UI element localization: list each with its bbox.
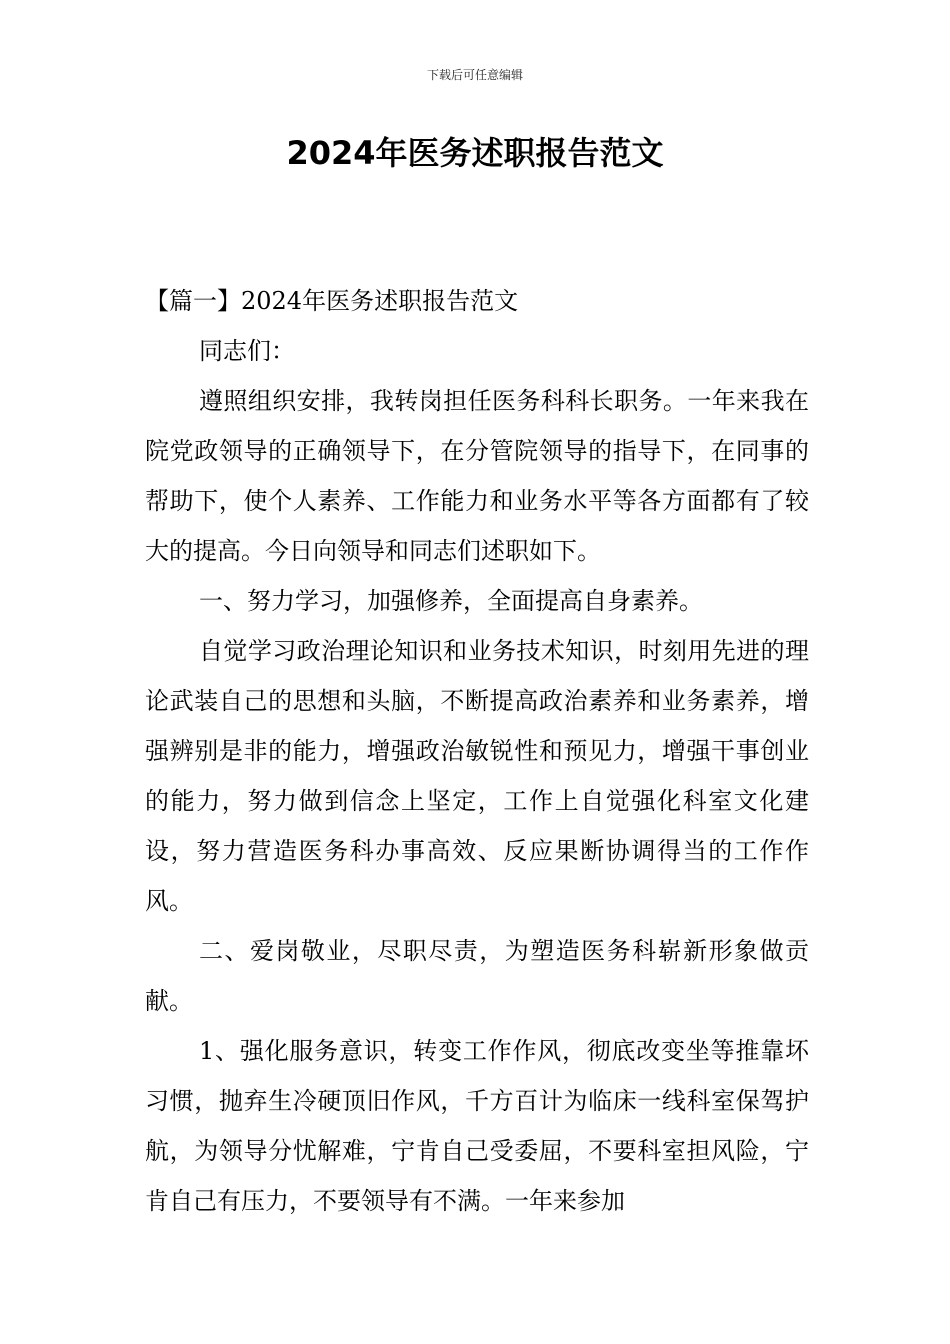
section-heading: 【篇一】2024年医务述职报告范文 xyxy=(145,287,519,315)
paragraph-service: 1、强化服务意识，转变工作作风，彻底改变坐等推靠坏习惯，抛弃生冷硬顶旧作风，千方百计为临床一线科室保驾护航，为领导分忧解难，宁肯自己受委屈，不要科室担风险，宁肯自己有压力，不要领导有不满。一年来参加 xyxy=(145,1037,809,1215)
paragraph-intro: 遵照组织安排，我转岗担任医务科科长职务。一年来我在院党政领导的正确领导下，在分管院领导的指导下，在同事的帮助下，使个人素养、工作能力和业务水平等各方面都有了较大的提高。今日向领导和同志们述职如下。 xyxy=(145,387,809,565)
document-title: 2024年医务述职报告范文 xyxy=(286,134,664,172)
document-body xyxy=(145,276,809,1226)
salutation: 同志们： xyxy=(199,337,295,365)
header-note: 下载后可任意编辑 xyxy=(426,68,523,82)
paragraph-heading-1: 一、努力学习，加强修养，全面提高自身素养。 xyxy=(199,587,703,615)
paragraph-study: 自觉学习政治理论知识和业务技术知识，时刻用先进的理论武装自己的思想和头脑，不断提高政治素养和业务素养，增强辨别是非的能力，增强政治敏锐性和预见力，增强干事创业的能力，努力做到信念上坚定，工作上自觉强化科室文化建设，努力营造医务科办事高效、反应果断协调得当的工作作风。 xyxy=(145,637,809,915)
paragraph-heading-2: 二、爱岗敬业，尽职尽责，为塑造医务科崭新形象做贡献。 xyxy=(145,937,809,1015)
